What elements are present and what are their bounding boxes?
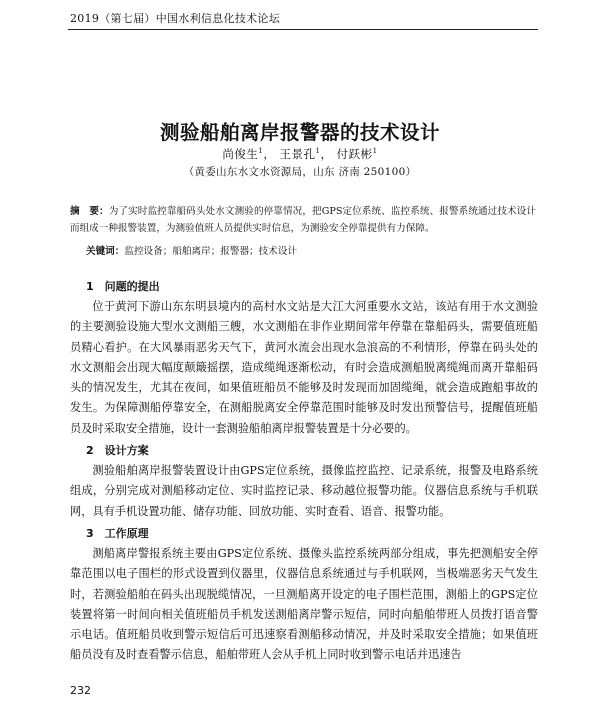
abstract-text: 为了实时监控靠船码头处水文测验的停靠情况，把GPS定位系统、监控系统、报警系统通过技术设计而组成一种报警装置，为测验值班人员提供实时信息，为测验安全停靠提供有力保障。 bbox=[70, 206, 536, 234]
author-affiliation-mark: 1 bbox=[372, 147, 378, 156]
author-name: 尚俊生 bbox=[222, 147, 259, 161]
keywords-label: 关键词： bbox=[86, 246, 125, 257]
running-header: 2019（第七届）中国水利信息化技术论坛 bbox=[70, 12, 280, 25]
keywords-text: 监控设备；船舶离岸；报警器；技术设计 bbox=[124, 246, 298, 257]
keywords bbox=[86, 243, 536, 257]
paper-title: 测验船舶离岸报警器的技术设计 bbox=[159, 121, 440, 144]
section-heading: 1 问题的提出 bbox=[86, 280, 160, 293]
author-name: 付跃彬 bbox=[336, 147, 373, 161]
header-divider bbox=[68, 29, 538, 30]
abstract-label: 摘 要： bbox=[70, 206, 109, 217]
author-list: 尚俊生$^1$， 王景孔$^1$， 付跃彬$^1$ bbox=[222, 147, 378, 161]
affiliation: （黄委山东水文水资源局，山东 济南 250100） bbox=[183, 166, 417, 178]
page-number: 232 bbox=[70, 684, 91, 697]
author-name: 王景孔 bbox=[279, 147, 316, 161]
section-heading: 3 工作原理 bbox=[86, 527, 149, 540]
section-body: 测验船舶离岸报警装置设计由GPS定位系统，摄像监控监控、记录系统，报警及电路系统组成，分别完成对测船移动定位、实时监控记录、移动越位报警功能。仪器信息系统与手机联网，具有手机设置功能、储存功能、回放功能、实时查看、语音、报警功能。 bbox=[70, 464, 538, 518]
section-heading: 2 设计方案 bbox=[86, 444, 149, 457]
author-affiliation-mark: 1 bbox=[258, 147, 264, 156]
abstract bbox=[70, 203, 536, 237]
section-body: 测船离岸警报系统主要由GPS定位系统、摄像头监控系统两部分组成，事先把测船安全停靠范围以电子围栏的形式设置到仪器里，仪器信息系统通过与手机联网，当极端恶劣天气发生时，若测验船舶在码头出现脱缆情况，一旦测船离开设定的电子围栏范围，测船上的GPS定位装置将第一时间向相关值班船员手机发送测船离岸警示短信，同时向船舶带班人员拨打语音警示电话。值班船员收到警示短信后可迅速察看测船移动情况，并及时采取安全措施；如果值班船员没有及时查看警示信息，船舶带班人会从手机上同时收到警示电话并迅速告 bbox=[70, 547, 538, 662]
author-affiliation-mark: 1 bbox=[315, 147, 321, 156]
section-body: 位于黄河下游山东东明县境内的高村水文站是大江大河重要水文站，该站有用于水文测验的主要测验设施大型水文测船三艘，水文测船在非作业期间常年停靠在靠船码头，需要值班船员精心看护。在大风暴雨恶劣天气下，黄河水流会出现水急浪高的不利情形，停靠在码头处的水文测船会出现大幅度颠簸摇摆，造成缆绳逐渐松动，有时会造成测船脱离缆绳而离开靠船码头的情况发生，尤其在夜间，如果值班船员不能够及时发现而加固缆绳，就会造成跑船事故的发生。为保障测船停靠安全，在测船脱离安全停靠范围时能够及时发出预警信号，提醒值班船员及时采取安全措施，设计一套测验船舶离岸报警装置是十分必要的。 bbox=[70, 300, 538, 435]
